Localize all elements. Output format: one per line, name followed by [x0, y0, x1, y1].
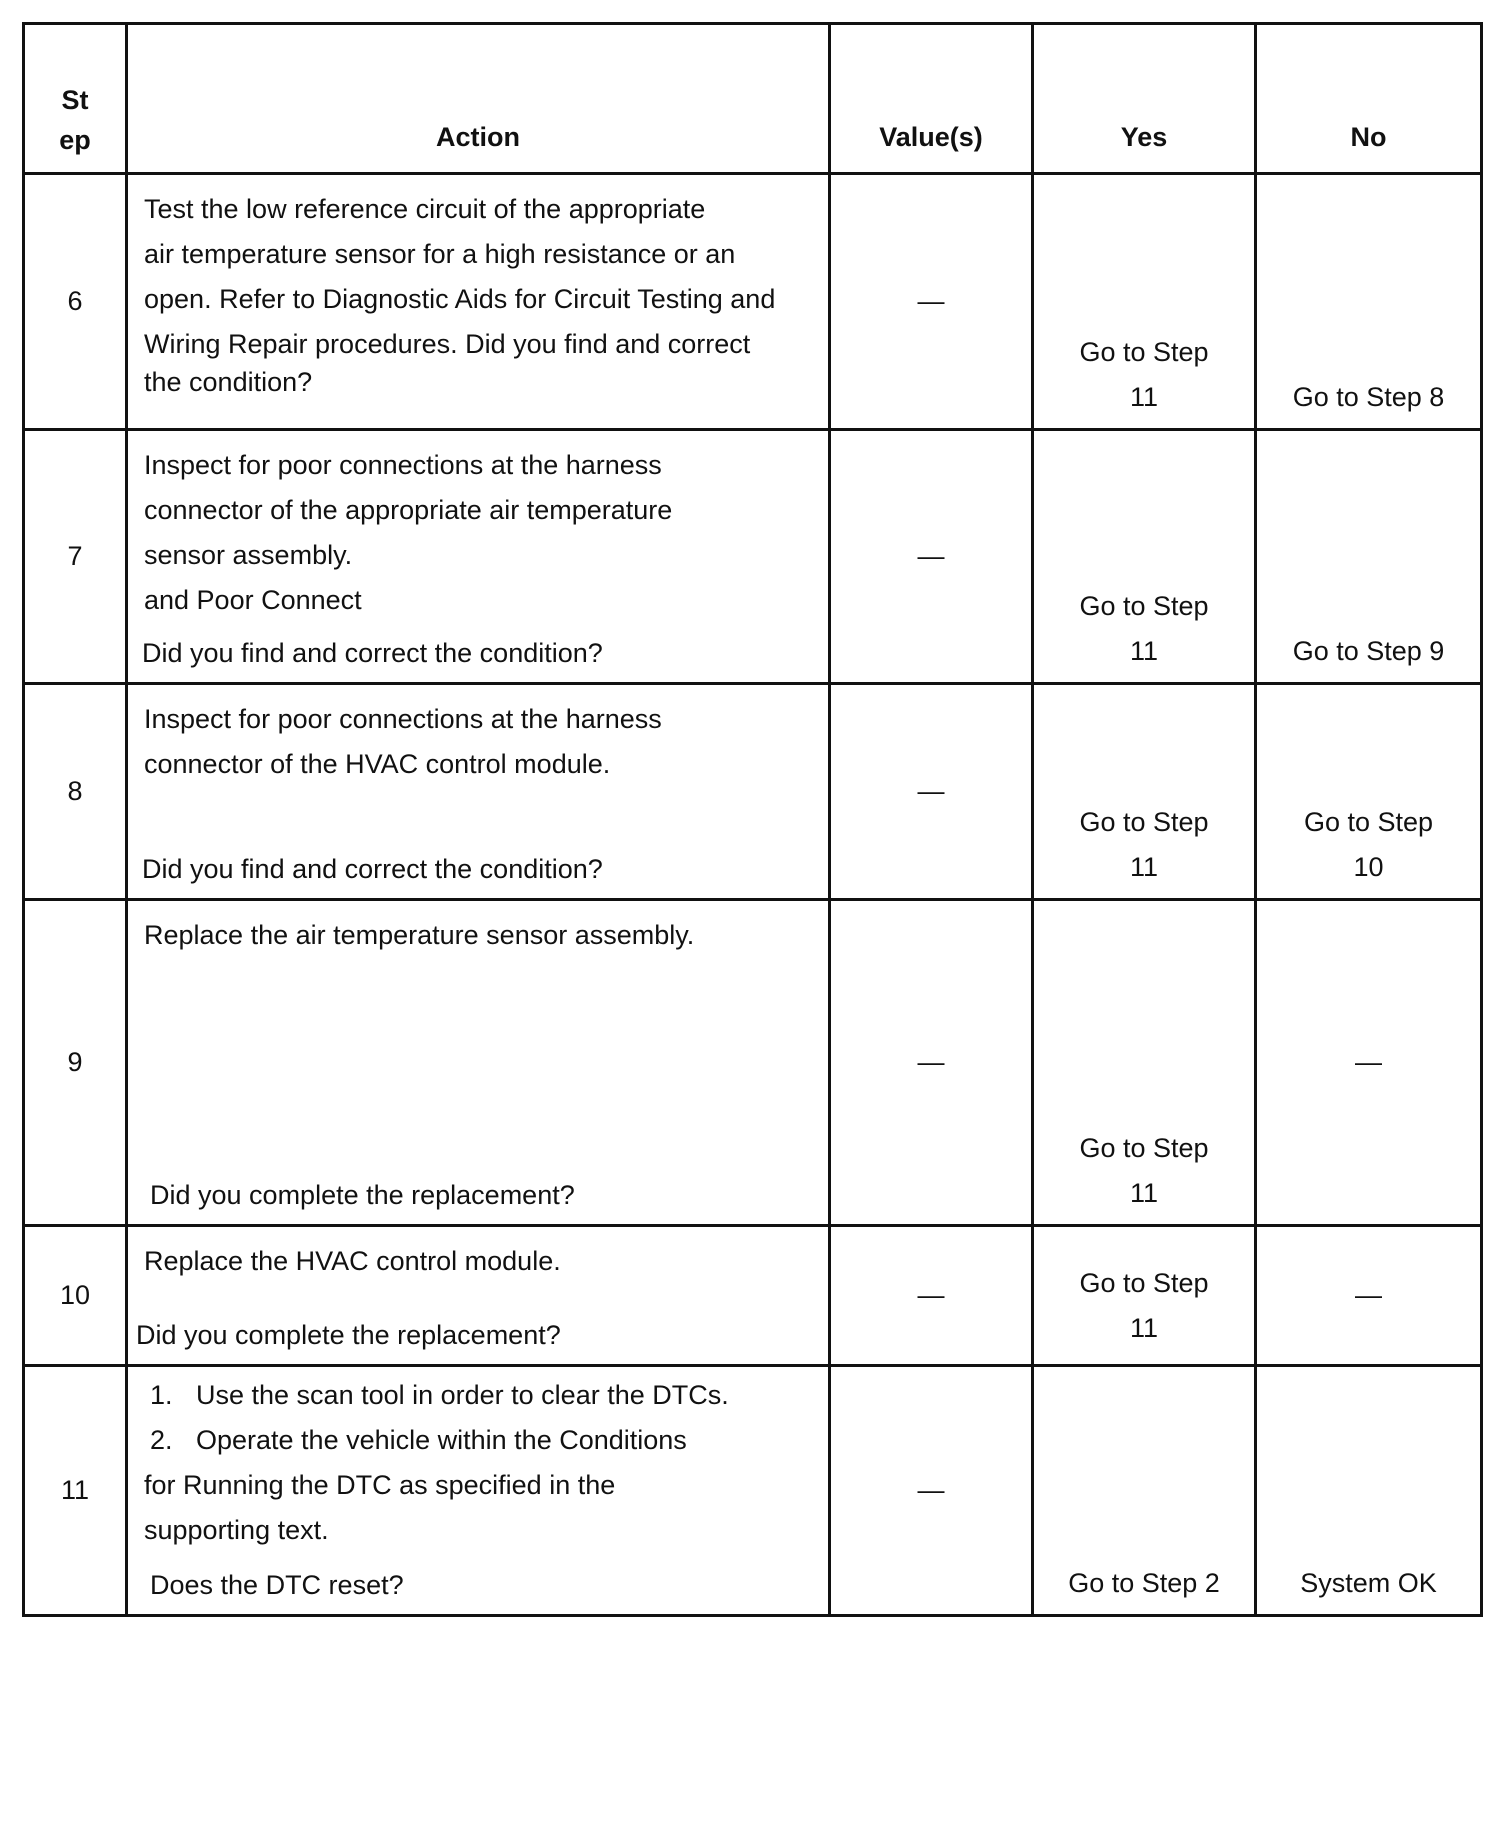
no-cell — [1256, 430, 1482, 684]
list-text: Operate the vehicle within the Conditions — [196, 1425, 687, 1455]
action-line: Inspect for poor connections at the harness — [144, 450, 662, 480]
list-item — [144, 1373, 814, 1418]
action-line: the condition? — [144, 367, 313, 397]
table-row — [24, 684, 1482, 900]
action-line: open. Refer to Diagnostic Aids for Circuit Testing and — [144, 284, 776, 314]
action-cell — [127, 684, 830, 900]
action-line: supporting text. — [144, 1515, 329, 1545]
diagnostic-table — [22, 22, 1483, 1617]
no-cell: — — [1256, 1226, 1482, 1366]
yes-cell — [1033, 1226, 1256, 1366]
action-cell — [127, 430, 830, 684]
value-cell: — — [830, 1366, 1033, 1616]
action-line: Test the low reference circuit of the appropriate — [144, 194, 706, 224]
yes-step: 11 — [1129, 1178, 1159, 1208]
action-line: and Poor Connect — [144, 585, 362, 615]
step-number: 7 — [24, 430, 127, 684]
header-row — [24, 24, 1482, 174]
header-no: No — [1256, 24, 1482, 174]
step-number: 8 — [24, 684, 127, 900]
table-row — [24, 1226, 1482, 1366]
yes-step: 11 — [1129, 1313, 1159, 1344]
yes-label: Go to Step — [1079, 337, 1209, 367]
list-number: 2. — [150, 1425, 173, 1455]
action-question: Did you find and correct the condition? — [142, 854, 603, 884]
list-number: 1. — [150, 1380, 173, 1410]
header-step — [24, 24, 127, 174]
no-label: Go to Step 9 — [1292, 636, 1445, 666]
action-line: Replace the HVAC control module. — [144, 1246, 561, 1276]
yes-label: Go to Step — [1079, 1268, 1209, 1299]
yes-cell — [1033, 684, 1256, 900]
yes-label: Go to Step — [1079, 807, 1209, 837]
step-number: 11 — [24, 1366, 127, 1616]
action-line: connector of the HVAC control module. — [144, 749, 611, 779]
action-cell — [127, 1226, 830, 1366]
action-question: Does the DTC reset? — [150, 1570, 404, 1600]
header-step-line2: ep — [59, 125, 91, 155]
action-cell — [127, 174, 830, 430]
table-row — [24, 1366, 1482, 1616]
header-yes: Yes — [1033, 24, 1256, 174]
yes-step: 11 — [1129, 636, 1159, 666]
numbered-list — [144, 1373, 814, 1463]
action-line: for Running the DTC as specified in the — [144, 1470, 616, 1500]
action-line: Replace the air temperature sensor assembly. — [144, 920, 695, 950]
action-question: Did you find and correct the condition? — [142, 638, 603, 668]
action-cell — [127, 900, 830, 1226]
no-cell — [1256, 1366, 1482, 1616]
no-cell: — — [1256, 900, 1482, 1226]
no-label: Go to Step — [1303, 807, 1434, 837]
yes-cell — [1033, 430, 1256, 684]
yes-label: Go to Step — [1079, 591, 1209, 621]
no-step: 10 — [1353, 852, 1384, 882]
list-text: Use the scan tool in order to clear the DTCs. — [196, 1380, 729, 1410]
header-action: Action — [127, 24, 830, 174]
action-question: Did you complete the replacement? — [136, 1320, 561, 1350]
step-number: 6 — [24, 174, 127, 430]
header-values: Value(s) — [830, 24, 1033, 174]
yes-step: 11 — [1129, 852, 1159, 882]
no-label: System OK — [1300, 1568, 1437, 1598]
action-line: air temperature sensor for a high resistance or an — [144, 239, 736, 269]
table-row — [24, 174, 1482, 430]
value-cell: — — [830, 1226, 1033, 1366]
yes-step: 11 — [1129, 382, 1159, 412]
value-cell: — — [830, 430, 1033, 684]
action-question: Did you complete the replacement? — [150, 1180, 575, 1210]
action-line: connector of the appropriate air temperature — [144, 495, 673, 525]
value-cell: — — [830, 174, 1033, 430]
value-cell: — — [830, 900, 1033, 1226]
action-cell — [127, 1366, 830, 1616]
no-label: Go to Step 8 — [1292, 382, 1445, 412]
yes-cell — [1033, 174, 1256, 430]
list-item — [144, 1418, 814, 1463]
action-line: Wiring Repair procedures. Did you find and correct — [144, 329, 751, 359]
yes-cell — [1033, 900, 1256, 1226]
value-cell: — — [830, 684, 1033, 900]
table-row — [24, 900, 1482, 1226]
step-number: 9 — [24, 900, 127, 1226]
yes-label: Go to Step — [1079, 1133, 1209, 1163]
no-cell — [1256, 174, 1482, 430]
header-step-line1: St — [61, 85, 89, 115]
yes-label: Go to Step 2 — [1068, 1568, 1220, 1598]
step-number: 10 — [24, 1226, 127, 1366]
no-cell — [1256, 684, 1482, 900]
action-line: Inspect for poor connections at the harness — [144, 704, 662, 734]
table-row — [24, 430, 1482, 684]
yes-cell — [1033, 1366, 1256, 1616]
action-line: sensor assembly. — [144, 540, 353, 570]
